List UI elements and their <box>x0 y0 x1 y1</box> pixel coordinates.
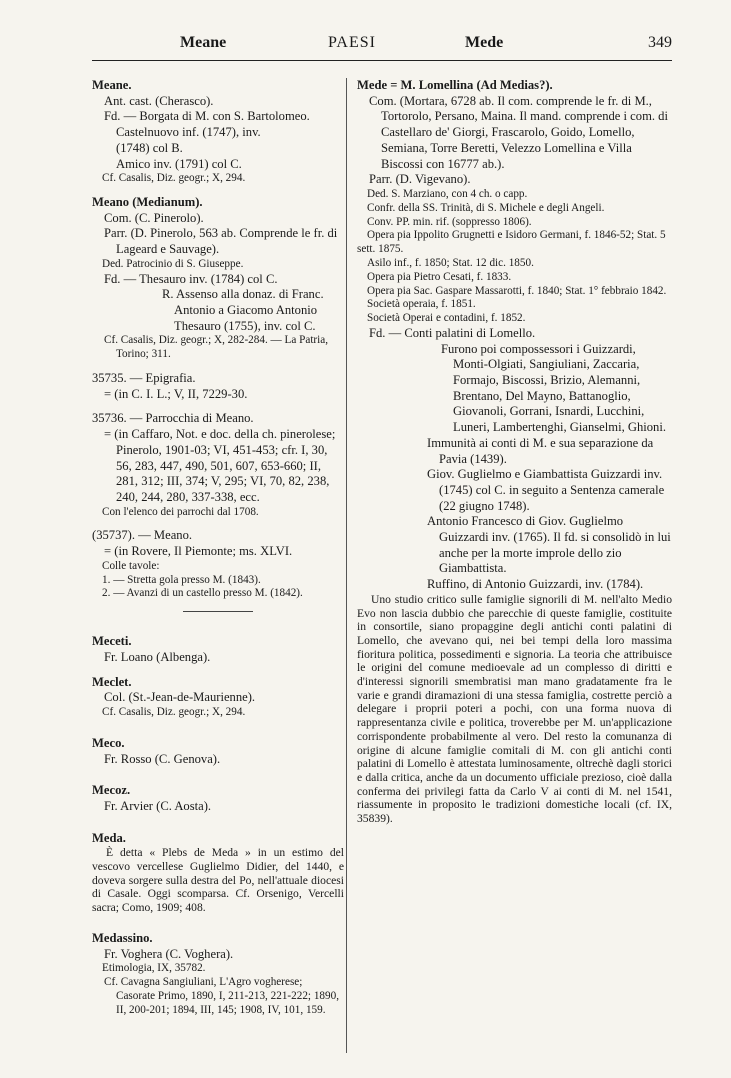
spacer <box>92 362 344 371</box>
spacer <box>92 815 344 831</box>
entry-line: Ruffino, di Antonio Guizzardi, inv. (1784). <box>427 577 644 592</box>
entry-line: Fr. Voghera (C. Voghera). <box>104 946 234 961</box>
spacer <box>92 767 344 783</box>
entry-line: Cf. Cavagna Sangiuliani, L'Agro vogherese; Casorate Primo, 1890, I, 211-213, 221-222; 1890, II, 200-201; 1894, III, 145; 1908, IV, 101, 159. <box>104 976 340 1016</box>
entry-line: (35737). — Meano. <box>92 528 193 543</box>
entry-line: Parr. (D. Pinerolo, 563 ab. Comprende le fr. di Lageard e Sauvage). <box>104 226 338 257</box>
entry-line: Cf. Casalis, Diz. geogr.; X, 282-284. — La Patria, Torino; 311. <box>104 334 329 361</box>
entry-line: (1748) col B. <box>116 140 183 155</box>
entry-line: 1. — Stretta gola presso M. (1843). <box>102 573 261 586</box>
entry-line: Colle tavole: <box>102 559 160 572</box>
entry-heading: Mede = M. Lomellina (Ad Medias?). <box>357 78 553 92</box>
spacer <box>92 720 344 736</box>
right-column <box>357 78 672 826</box>
entry-line: Fr. Arvier (C. Aosta). <box>104 798 212 813</box>
entry-line: Cf. Casalis, Diz. geogr.; X, 294. <box>102 172 246 185</box>
spacer <box>92 519 344 528</box>
entry-line: Fd. — Conti palatini di Lomello. <box>369 325 536 340</box>
entry-line: 35735. — Epigrafia. <box>92 371 196 386</box>
column-divider <box>346 78 347 1053</box>
entry-line: Amico inv. (1791) col C. <box>116 156 242 171</box>
entry-heading: Mecoz. <box>92 783 131 798</box>
entry-line: È detta « Plebs de Meda » in un estimo del vescovo vercellese Guglielmo Didier, del 1440, e doveva sorgere sulla destra del Po, nell'attuale diocesi di Casale. Oggi scomparsa. Cf. Orsenigo, Vercelli sacra; Como, 1909; 408. <box>92 846 344 915</box>
entry-line: Opera pia Sac. Gaspare Massarotti, f. 1840; Stat. 1° febbraio 1842. <box>367 284 667 297</box>
entry-line: Antonio Francesco di Giov. Guglielmo Guizzardi inv. (1765). Il fd. si consolidò in lui anche per la morte improle dello zio Giambattista. <box>427 514 671 576</box>
running-head-left: Meane <box>180 34 227 51</box>
spacer <box>92 186 344 195</box>
entry-line: Con l'elenco dei parrochi dal 1708. <box>102 505 259 518</box>
entry-line: 2. — Avanzi di un castello presso M. (1842). <box>102 587 303 600</box>
entry-line: Società operaia, f. 1851. <box>367 298 476 311</box>
entry-line: Fd. — Borgata di M. con S. Bartolomeo. <box>104 109 310 124</box>
entry-line: = (in C. I. L.; V, II, 7229-30. <box>104 386 248 401</box>
entry-line: R. Assenso alla donaz. di Franc. Antonio a Giacomo Antonio Thesauro (1755), inv. col C. <box>162 287 324 333</box>
spacer <box>92 915 344 931</box>
left-column <box>92 78 344 1017</box>
running-head-center: PAESI <box>328 34 376 51</box>
header-rule <box>92 60 672 61</box>
entry-line: Immunità ai conti di M. e sua separazione da Pavia (1439). <box>427 435 654 466</box>
entry-line: = (in Caffaro, Not. e doc. della ch. pinerolese; Pinerolo, 1901-03; VI, 451-453; cfr. I, 30, 56, 283, 447, 490, 501, 607, 653-660; II, 281, 312; III, 374; V, 295; VI, 70, 82, 238, 240, 244, 280, 337-338, ecc. <box>104 427 336 504</box>
entry-heading: Meda. <box>92 830 126 845</box>
entry-heading: Meano (Medianum). <box>92 195 203 210</box>
entry-line: 35736. — Parrocchia di Meano. <box>92 411 254 426</box>
entry-line: Ant. cast. (Cherasco). <box>104 93 214 108</box>
entry-line: Opera pia Pietro Cesati, f. 1833. <box>367 270 512 283</box>
entry-line: Ded. Patrocinio di S. Giuseppe. <box>102 257 244 270</box>
entry-line: Parr. (D. Vigevano). <box>369 172 471 187</box>
entry-line: Società Operai e contadini, f. 1852. <box>367 312 526 325</box>
entry-line: Furono poi compossessori i Guizzardi, Monti-Olgiati, Sangiuliani, Zaccaria, Formajo, Biscossi, Brizio, Alemanni, Brentano, Del Mayno, Battanoglio, Giovanoli, Gorrani, Isnardi, Lucchini, Luneri, Lambertenghi, Gianselmi, Ghioni. <box>441 341 666 435</box>
entry-line: Confr. della SS. Trinità, di S. Michele e degli Angeli. <box>367 201 605 214</box>
entry-line: Conv. PP. min. rif. (soppresso 1806). <box>367 215 532 228</box>
page-number: 349 <box>648 34 672 51</box>
entry-heading: Medassino. <box>92 930 153 945</box>
entry-line: Fr. Rosso (C. Genova). <box>104 751 221 766</box>
entry-line: Com. (Mortara, 6728 ab. Il com. comprende le fr. di M., Tortorolo, Persano, Maina. Il mand. comprende i com. di Castellaro de' Giorgi, Frascarolo, Goido, Lomello, Semiana, Torre Beretti, Velezzo Lomellina e Villa Biscossi con 16777 ab.). <box>369 93 668 171</box>
section-separator <box>183 611 253 612</box>
entry-line: Fd. — Thesauro inv. (1784) col C. <box>104 271 278 286</box>
entry-line: Cf. Casalis, Diz. geogr.; X, 294. <box>102 706 246 719</box>
entry-line: Castelnuovo inf. (1747), inv. <box>116 125 261 140</box>
entry-heading: Meceti. <box>92 634 132 649</box>
entry-line: Etimologia, IX, 35782. <box>102 962 206 975</box>
spacer <box>92 666 344 675</box>
entry-line: Uno studio critico sulle famiglie signorili di M. nell'alto Medio Evo non lascia dubbio che parecchie di queste famiglie, costituite in consortile, siano propaggine degli antichi conti palatini di Lomello, che avevano qui, nei bei tempi della loro massima fioritura politica, possedimenti e signoria. La teoria che attribuisce le origini del comune medioevale ad un complesso di diritti e d'interessi signorili smembratisi man mano gradatamente fra le varie e grandi diramazioni di una stessa famiglia, costrette perciò a delegare i proprii poteri a pochi, con una forma nuova di rappresentanza civile e politica, troverebbe per M. un'applicazione corrispondente probabilmente al vero. Del resto la comunanza di origine di alcune famiglie comitali di M. con gli antichi conti palatini di Lomello è attestata luminosamente, oltrechè dagli storici e dalla critica, anche da un documento ufficiale prezioso, cioè dalla conferma dei privilegi fatta da Carlo V ai conti di M. nel 1541, riassumente in proposito le tradizioni domestiche locali (cf. IX, 35839). <box>357 592 672 826</box>
entry-line: Ded. S. Marziano, con 4 ch. o capp. <box>367 187 528 200</box>
entry-line: Opera pia Ippolito Grugnetti e Isidoro Germani, f. 1846-52; Stat. 5 sett. 1875. <box>357 229 666 256</box>
entry-line: Com. (C. Pinerolo). <box>104 210 204 225</box>
entry-line: Giov. Guglielmo e Giambattista Guizzardi inv. (1745) col C. in seguito a Sentenza camerale (22 giugno 1748). <box>427 467 665 513</box>
entry-heading: Meclet. <box>92 674 132 689</box>
running-head-right: Mede <box>465 34 504 51</box>
entry-line: Fr. Loano (Albenga). <box>104 649 211 664</box>
entry-line: Col. (St.-Jean-de-Maurienne). <box>104 690 256 705</box>
entry-heading: Meane. <box>92 78 132 92</box>
entry-heading: Meco. <box>92 735 125 750</box>
entry-line: = (in Rovere, Il Piemonte; ms. XLVI. <box>104 544 293 559</box>
spacer <box>92 402 344 411</box>
entry-line: Asilo inf., f. 1850; Stat. 12 dic. 1850. <box>367 256 534 269</box>
